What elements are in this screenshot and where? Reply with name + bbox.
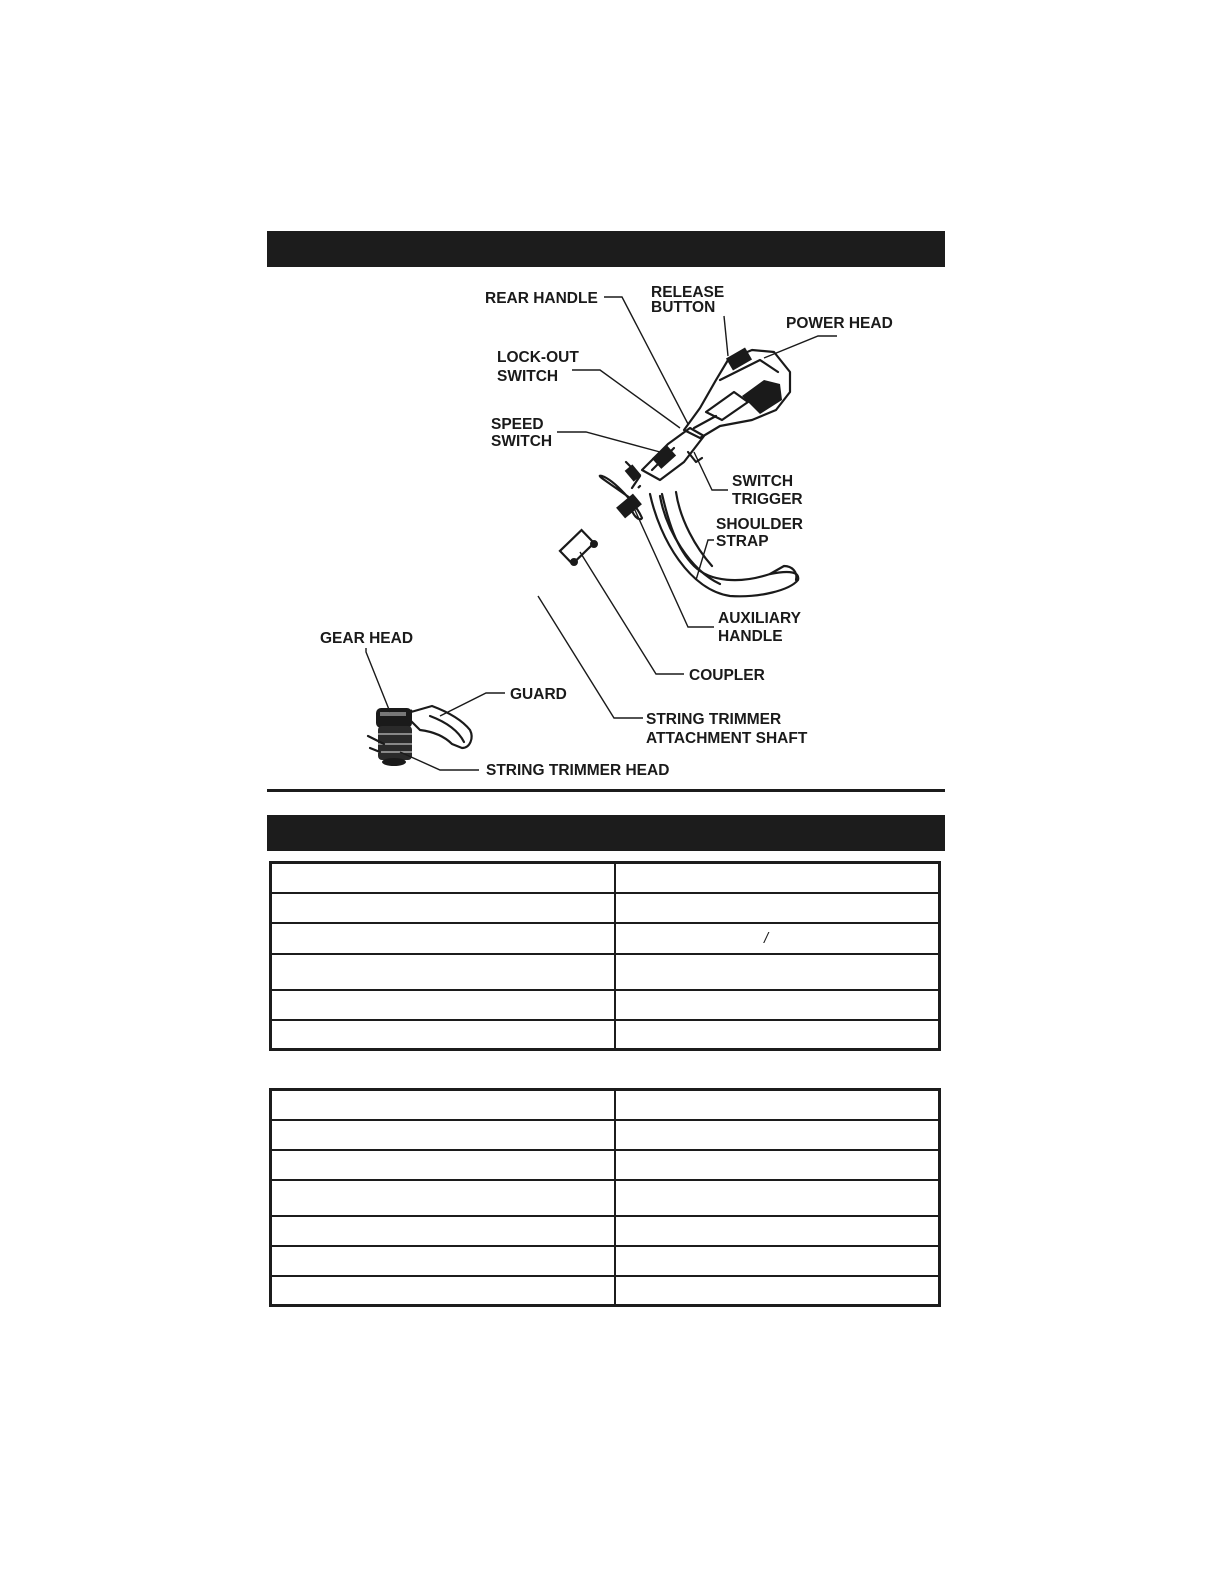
table-cell <box>271 923 616 954</box>
table-row <box>271 1216 940 1246</box>
table-row <box>271 1276 940 1306</box>
label-power-head: POWER HEAD <box>786 315 893 332</box>
table-cell <box>615 1216 940 1246</box>
table-cell <box>615 1020 940 1050</box>
power-head-part <box>684 347 790 438</box>
table-row <box>271 1120 940 1150</box>
label-auxiliary-handle-line1: AUXILIARY <box>718 610 801 627</box>
table-cell <box>271 1150 616 1180</box>
label-rear-handle: REAR HANDLE <box>485 290 598 307</box>
table-cell <box>271 863 616 893</box>
label-speed-switch-line2: SWITCH <box>491 433 553 450</box>
table-row <box>271 1246 940 1276</box>
label-lockout-switch-line1: LOCK-OUT <box>497 349 579 366</box>
label-string-trimmer-shaft-line1: STRING TRIMMER <box>646 711 782 728</box>
label-switch-trigger-line2: TRIGGER <box>732 491 803 508</box>
section-header-bar-specifications <box>267 815 945 851</box>
gear-head-part <box>368 706 472 766</box>
table-cell <box>271 1216 616 1246</box>
table-cell <box>271 1090 616 1120</box>
label-coupler: COUPLER <box>689 667 765 684</box>
table-cell <box>615 954 940 990</box>
table-cell <box>615 1120 940 1150</box>
label-switch-trigger-line1: SWITCH <box>732 473 794 490</box>
label-string-trimmer-head: STRING TRIMMER HEAD <box>486 762 670 779</box>
label-gear-head: GEAR HEAD <box>320 630 414 647</box>
table-row <box>271 1090 940 1120</box>
label-string-trimmer-shaft-line2: ATTACHMENT SHAFT <box>646 730 808 747</box>
table-row <box>271 1180 940 1216</box>
table-row <box>271 923 940 954</box>
spec-table-1 <box>269 861 941 1051</box>
table-cell-text: / <box>764 929 769 947</box>
table-cell <box>615 863 940 893</box>
table-cell <box>271 954 616 990</box>
table-cell <box>271 1276 616 1306</box>
label-shoulder-strap-line2: STRAP <box>716 533 769 550</box>
table-row <box>271 893 940 923</box>
table-cell <box>271 1180 616 1216</box>
table-cell <box>615 1150 940 1180</box>
table-row <box>271 1150 940 1180</box>
table-cell <box>615 923 940 954</box>
label-release-button-line2: BUTTON <box>651 299 716 316</box>
spec-table-2 <box>269 1088 941 1307</box>
table-row <box>271 863 940 893</box>
label-lockout-switch-line2: SWITCH <box>497 368 559 385</box>
label-release-button-line1: RELEASE <box>651 284 725 301</box>
table-cell <box>615 893 940 923</box>
table-row <box>271 954 940 990</box>
label-shoulder-strap-line1: SHOULDER <box>716 516 803 533</box>
table-row <box>271 1020 940 1050</box>
table-cell <box>271 990 616 1020</box>
label-auxiliary-handle-line2: HANDLE <box>718 628 783 645</box>
table-row <box>271 990 940 1020</box>
table-cell <box>615 990 940 1020</box>
table-cell <box>271 893 616 923</box>
table-cell <box>615 1276 940 1306</box>
table-cell <box>271 1120 616 1150</box>
table-cell <box>271 1246 616 1276</box>
label-guard: GUARD <box>510 686 567 703</box>
table-cell <box>615 1246 940 1276</box>
section-divider <box>267 789 945 792</box>
label-speed-switch-line1: SPEED <box>491 416 544 433</box>
table-cell <box>615 1180 940 1216</box>
table-cell <box>271 1020 616 1050</box>
table-cell <box>615 1090 940 1120</box>
